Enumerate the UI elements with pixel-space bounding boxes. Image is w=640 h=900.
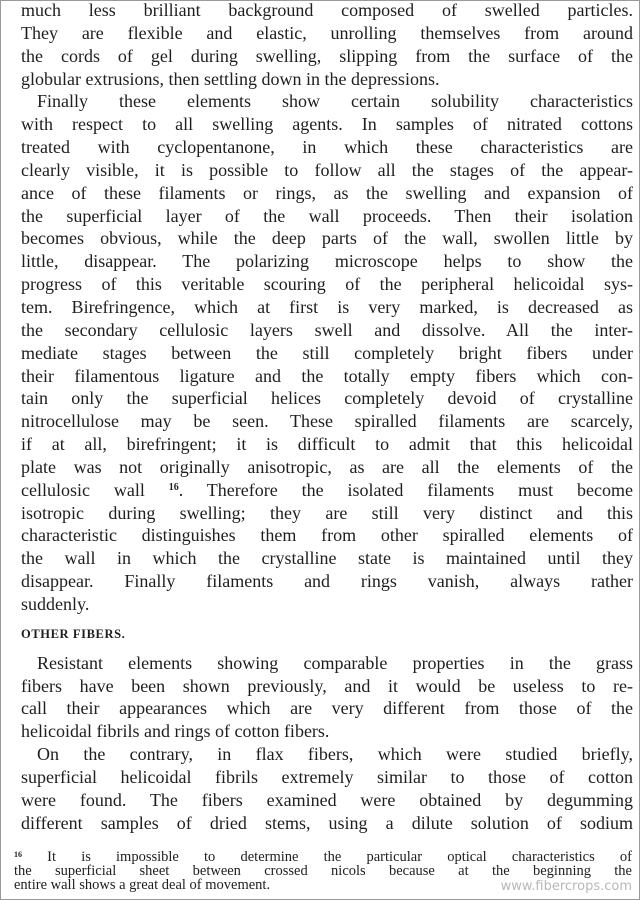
text-line: Finally these elements show certain solubility characteristics xyxy=(37,91,633,112)
text-line: tain only the superficial helices completely devoid of crystalline xyxy=(21,388,633,409)
paragraph xyxy=(21,90,633,615)
footnote-line: entire wall shows a great deal of movement. xyxy=(14,877,271,893)
text-line: They are flexible and elastic, unrolling themselves from around xyxy=(21,22,633,43)
paragraph xyxy=(21,652,633,743)
text-line: different samples of dried stems, using a dilute solution of sodium xyxy=(21,812,633,833)
text-line: the superficial layer of the wall proceeds. Then their isolation xyxy=(21,205,633,226)
paragraph xyxy=(21,0,633,90)
text-line: mediate stages between the still completely bright fibers under xyxy=(21,342,633,363)
text-line: tem. Birefringence, which at first is very marked, is decreased as xyxy=(21,296,633,317)
text-line: disappear. Finally filaments and rings vanish, always rather xyxy=(21,571,633,592)
footnote-number: 16 xyxy=(14,850,22,859)
watermark: www.fibercrops.com xyxy=(500,879,632,894)
section-heading: OTHER FIBERS. xyxy=(21,626,126,641)
text-line: suddenly. xyxy=(21,593,90,614)
main-text xyxy=(21,0,633,835)
footnote-reference[interactable]: 16 xyxy=(168,481,179,493)
text-line: the cords of gel during swelling, slipping from the surface of the xyxy=(21,45,633,66)
text-segment: cellulosic wall xyxy=(21,479,145,500)
paragraph xyxy=(21,743,633,834)
text-line: little, disappear. The polarizing microscope helps to show the xyxy=(21,251,633,272)
text-line: helicoidal fibrils and rings of cotton fibers. xyxy=(21,721,330,742)
footnote-line: the superficial sheet between crossed nicols because at the beginning the xyxy=(14,863,632,879)
text-line: nitrocellulose may be seen. These spiralled filaments are scarcely, xyxy=(21,411,633,432)
text-line: plate was not originally anisotropic, as are all the elements of the xyxy=(21,456,633,477)
text-segment: It is impossible to determine the particular optical characteristics of xyxy=(47,849,632,865)
text-line: Resistant elements showing comparable properties in the grass xyxy=(37,652,633,673)
text-line: their filamentous ligature and the totally empty fibers which con- xyxy=(21,365,633,386)
text-line: the wall in which the crystalline state is maintained until they xyxy=(21,548,633,569)
footnote-line xyxy=(14,850,632,864)
text-line: ance of these filaments or rings, as the swelling and expansion of xyxy=(21,182,633,203)
text-line: globular extrusions, then settling down in the depressions. xyxy=(21,68,440,89)
text-segment: . Therefore the isolated filaments must become xyxy=(178,479,633,500)
text-line: treated with cyclopentanone, in which these characteristics are xyxy=(21,137,633,158)
text-line: On the contrary, in flax fibers, which were studied briefly, xyxy=(37,744,633,765)
text-line: much less brilliant background composed of swelled particles. xyxy=(21,0,633,20)
text-line: call their appearances which are very different from those of the xyxy=(21,698,633,719)
text-line xyxy=(21,479,633,502)
text-line: isotropic during swelling; they are still very distinct and this xyxy=(21,502,633,523)
text-line: superficial helicoidal fibrils extremely similar to those of cotton xyxy=(21,767,633,787)
text-line: characteristic distinguishes them from other spiralled elements of xyxy=(21,525,633,546)
text-line: fibers have been shown previously, and it would be useless to re- xyxy=(21,675,633,696)
text-line: progress of this veritable scouring of the peripheral helicoidal sys- xyxy=(21,274,633,295)
text-line: the secondary cellulosic layers swell and dissolve. All the inter- xyxy=(21,319,633,340)
text-line: if at all, birefringent; it is difficult to admit that this helicoidal xyxy=(21,434,633,455)
text-line: with respect to all swelling agents. In samples of nitrated cottons xyxy=(21,114,633,135)
text-line: were found. The fibers examined were obtained by degumming xyxy=(21,789,633,810)
text-line: becomes obvious, while the deep parts of the wall, swollen little by xyxy=(21,228,633,249)
text-line: clearly visible, it is possible to follow all the stages of the appear- xyxy=(21,159,633,180)
